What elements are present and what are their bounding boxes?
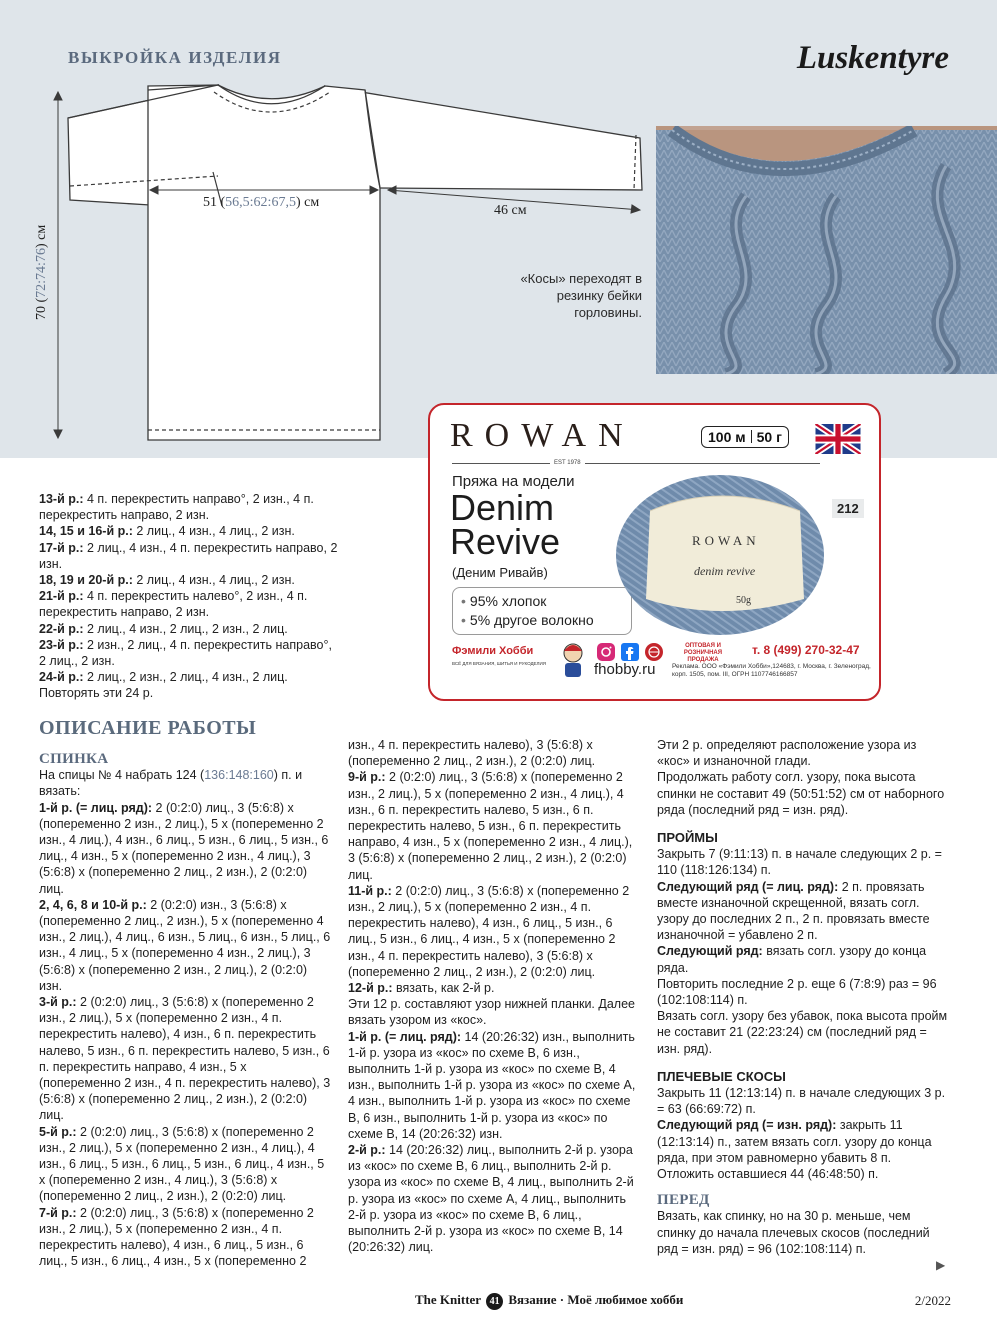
shade-number: 212 <box>832 499 864 518</box>
pattern-rows <box>39 491 339 702</box>
yarn-ball-image <box>610 471 832 639</box>
instruction-row: 7-й р.: 2 (0:2:0) лиц., 3 (5:6:8) х (попеременно 2 изн., 2 лиц.), 5 х (попеременно 2 изн., 4 п. перекрестить налево), 4 изн., 6 лиц., 5 изн., 6 лиц., 5 изн., 6 лиц., 4 изн., 5 х (попеременно 2 <box>39 1205 314 1269</box>
instruction-row: изн., 4 п. перекрестить налево), 3 (5:6:8) х (попеременно 2 лиц., 2 изн.), 2 (0:2:0) лиц. <box>348 738 596 769</box>
logo-divider <box>452 463 820 464</box>
web-icon <box>645 643 663 661</box>
back-heading: СПИНКА <box>39 751 109 767</box>
instagram-icon <box>597 643 615 661</box>
instruction-row: 9-й р.: 2 (0:2:0) лиц., 3 (5:6:8) х (попеременно 2 изн., 2 лиц.), 5 х (попеременно 2 изн., 4 лиц.), 4 изн., 6 п. перекрестить налево, 5 изн., 6 п. перекрестить налево, 5 изн., 6 п. перекрестить направо, 4 изн., 5 х (попеременно 2 изн., 4 лиц.), 3 (5:6:8) х (попеременно 2 лиц., 2 изн.), 2 (0:2:0) лиц. <box>348 770 633 882</box>
band-name: denim revive <box>694 564 756 578</box>
section-heading: ВЫКРОЙКА ИЗДЕЛИЯ <box>68 48 282 67</box>
band-weight: 50g <box>736 595 751 606</box>
instruction-row: 1-й р. (= лиц. ряд): 2 (0:2:0) лиц., 3 (5:6:8) х (попеременно 2 изн., 2 лиц.), 5 х (попеременно 2 изн., 4 лиц.), 4 изн., 6 лиц., 5 изн., 6 лиц., 5 изн., 6 лиц., 4 изн., 5 х (попеременно 2 изн., 4 лиц.), 3 (5:6:8) х (попеременно 2 лиц., 2 изн.), 2 (0:2:0) лиц. <box>39 800 329 896</box>
magazine-name: The Knitter <box>415 1292 481 1307</box>
paragraph: Вязать согл. узору без убавок, пока высота пройм не составит 21 (22:23:24) см (последний ряд = изн. ряд). <box>657 1009 948 1056</box>
width-dimension: 51 (56,5:62:67,5) см <box>203 195 320 210</box>
paragraph: Вязать, как спинку, но на 30 р. меньше, чем спинку до начала плечевых скосов (последний ряд = изн. ряд) = 96 (102:108:114) п. <box>657 1209 930 1256</box>
instruction-row: 2, 4, 6, 8 и 10-й р.: 2 (0:2:0) изн., 3 (5:6:8) х (попеременно 2 лиц., 2 изн.), 5 х (попеременно 4 изн., 2 лиц.), 4 лиц., 6 изн., 5 лиц., 6 изн., 5 лиц., 6 изн., 4 лиц., 5 х (попеременно 4 изн., 2 лиц.), 3 (5:6:8) х (попеременно 2 изн., 2 лиц.), 2 (0:2:0) изн. <box>39 897 331 993</box>
pattern-row: Повторять эти 24 р. <box>39 686 154 701</box>
shoulders-heading: ПЛЕЧЕВЫЕ СКОСЫ <box>657 1068 786 1084</box>
yarn-name-line1: Denim <box>450 487 555 528</box>
yarn-spec-badge <box>701 426 789 448</box>
rowan-logo: ROWAN <box>450 417 635 454</box>
paragraph: Эти 2 р. определяют расположение узора из «кос» и изнаночной глади. <box>657 738 917 769</box>
yarn-advertisement[interactable] <box>428 403 881 701</box>
shop-phone[interactable]: т. 8 (499) 270-32-47 <box>752 643 860 657</box>
uk-flag-icon <box>815 424 861 454</box>
pattern-row: 18, 19 и 20-й р.: 2 лиц., 4 изн., 4 лиц., 2 изн. <box>39 573 295 588</box>
instruction-row: 3-й р.: 2 (0:2:0) лиц., 3 (5:6:8) х (попеременно 2 изн., 2 лиц.), 5 х (попеременно 2 изн., 4 п. перекрестить налево), 4 изн., 6 п. перекрестить налево, 5 изн., 6 п. перекрестить налево, 5 изн., 6 п. перекрестить направо, 4 изн., 5 х (попеременно 2 изн., 4 п. перекрестить налево), 3 (5:6:8) х (попеременно 2 лиц., 2 изн.), 2 (0:2:0) лиц. <box>39 995 331 1123</box>
instruction-row: 11-й р.: 2 (0:2:0) лиц., 3 (5:6:8) х (попеременно 2 изн., 2 лиц.), 5 х (попеременно 2 изн., 4 п. перекрестить налево), 4 изн., 6 лиц., 5 изн., 6 лиц., 5 изн., 6 лиц., 4 изн., 5 х (попеременно 2 изн., 4 п. перекрестить налево), 3 (5:6:8) х (попеременно 2 лиц., 2 изн.), 2 (0:2:0) лиц. <box>348 883 630 979</box>
issue-number: 2/2022 <box>914 1293 951 1308</box>
paragraph: Следующий ряд (= лиц. ряд): 2 п. провязать вместе изнаночной скрещенной, вязать согл. узору до последних 2 п., 2 п. провязать вместе изнаночной = убавлено 2 п. <box>657 879 930 943</box>
shop-logo: Фэмили Хобби <box>452 645 534 657</box>
continue-arrow-icon: ▶ <box>936 1258 946 1272</box>
band-brand: ROWAN <box>692 533 760 548</box>
pattern-row: 24-й р.: 2 лиц., 2 изн., 2 лиц., 4 изн., 2 лиц. <box>39 670 288 685</box>
pattern-row: 13-й р.: 4 п. перекрестить направо°, 2 изн., 4 п. перекрестить направо, 2 изн. <box>39 492 314 523</box>
footer-magazine <box>415 1292 683 1310</box>
pattern-row: 14, 15 и 16-й р.: 2 лиц., 4 изн., 4 лиц., 2 изн. <box>39 524 295 539</box>
est-label: EST 1978 <box>550 460 585 466</box>
yarn-name-line2: Revive <box>450 521 561 562</box>
pattern-row: 17-й р.: 2 лиц., 4 изн., 4 п. перекрестить направо, 2 изн. <box>39 540 338 571</box>
length-dimension: 70 (72:74:76) см <box>34 224 49 320</box>
spec-length: 100 м <box>708 429 746 445</box>
paragraph: Следующий ряд: вязать согл. узору до конца ряда. <box>657 944 927 975</box>
ad-lead: Пряжа на модели <box>452 473 575 490</box>
shop-url[interactable]: fhobby.ru <box>594 661 656 678</box>
yarn-transliteration: (Деним Ривайв) <box>452 565 548 580</box>
yarn-name <box>450 487 561 562</box>
work-description-heading: ОПИСАНИЕ РАБОТЫ <box>39 717 257 739</box>
paragraph: Закрыть 11 (12:13:14) п. в начале следующих 3 р. = 63 (66:69:72) п. <box>657 1086 946 1117</box>
back-intro: На спицы № 4 набрать 124 (136:148:160) п. и вязать: <box>39 768 303 799</box>
instruction-row: 5-й р.: 2 (0:2:0) лиц., 3 (5:6:8) х (попеременно 2 изн., 2 лиц.), 5 х (попеременно 2 изн., 4 лиц.), 4 изн., 6 лиц., 5 изн., 6 лиц., 5 изн., 6 лиц., 4 изн., 5 х (попеременно 2 изн., 4 лиц.), 3 (5:6:8) х (попеременно 2 лиц., 2 изн.), 2 (0:2:0) лиц. <box>39 1124 325 1204</box>
photo-caption: «Косы» переходят в резинку бейки горловины. <box>520 271 642 320</box>
pattern-row: 21-й р.: 4 п. перекрестить налево°, 2 изн., 4 п. перекрестить направо, 2 изн. <box>39 589 308 620</box>
shop-wholesale: ОПТОВАЯ И РОЗНИЧНАЯ ПРОДАЖА <box>683 643 723 663</box>
sleeve-dimension: 46 см <box>494 203 527 218</box>
instruction-row: 1-й р. (= лиц. ряд): 14 (20:26:32) изн., выполнить 1-й р. узора из «кос» по схеме B, 6 изн., выполнить 1-й р. узора из «кос» по схеме B, 4 изн., выполнить 1-й р. узора из «кос» по схеме A, 4 изн., выполнить 1-й р. узора из «кос» по схеме B, 6 изн., выполнить 1-й р. узора из «кос» по схеме B, 14 (20:26:32) изн. <box>348 1029 636 1141</box>
instruction-row: 12-й р.: вязать, как 2-й р. <box>348 981 495 996</box>
page-number: 41 <box>486 1293 503 1310</box>
composition-other: 5% другое волокно <box>469 612 594 628</box>
pattern-row: 22-й р.: 2 лиц., 4 изн., 2 лиц., 2 изн., 2 лиц. <box>39 621 288 636</box>
column-2 <box>348 737 640 1256</box>
sweater-detail-photo <box>656 126 997 374</box>
column-1 <box>39 751 331 1270</box>
armholes-heading: ПРОЙМЫ <box>657 830 718 846</box>
shop-strip <box>430 637 881 701</box>
composition-cotton: 95% хлопок <box>469 593 547 609</box>
spec-weight: 50 г <box>756 429 782 445</box>
instruction-row: Эти 12 р. составляют узор нижней планки. Далее вязать узором из «кос». <box>348 997 635 1028</box>
yarn-composition: • 95% хлопок • 5% другое волокно <box>452 587 632 635</box>
paragraph: Закрыть 7 (9:11:13) п. в начале следующих 2 р. = 110 (118:126:134) п. <box>657 847 942 878</box>
shop-subtitle: ВСЁ ДЛЯ ВЯЗАНИЯ, ШИТЬЯ И РУКОДЕЛИЯ <box>452 661 546 666</box>
shop-legal: Реклама. ООО «Фэмили Хобби»,124683, г. Москва, г. Зеленоград, корп. 1505, пом. III, ОГРН 1107746166857 <box>672 663 871 678</box>
paragraph: Повторить последние 2 р. еще 6 (7:8:9) раз = 96 (102:108:114) п. <box>657 976 937 1008</box>
front-heading: ПЕРЕД <box>657 1192 710 1209</box>
instruction-row: 2-й р.: 14 (20:26:32) лиц., выполнить 2-й р. узора из «кос» по схеме B, 6 лиц., выполнить 2-й р. узора из «кос» по схеме B, 4 лиц., выполнить 2-й р. узора из «кос» по схеме A, 4 лиц., выполнить 2-й р. узора из «кос» по схеме B, 6 лиц., выполнить 2-й р. узора из «кос» по схеме B, 14 (20:26:32) лиц. <box>348 1143 634 1255</box>
facebook-icon <box>621 643 639 661</box>
pattern-title: Luskentyre <box>796 40 949 76</box>
paragraph: Следующий ряд (= изн. ряд): закрыть 11 (12:13:14) п., затем вязать согл. узору до конца ряда, при этом равномерно убавить 8 п. Отложить оставшиеся 44 (46:48:50) п. <box>657 1118 932 1182</box>
sweater-schematic <box>0 0 660 450</box>
column-3 <box>657 737 949 1257</box>
mascot-icon <box>556 641 590 681</box>
paragraph: Продолжать работу согл. узору, пока высота спинки не составит 49 (50:51:52) см от наборного ряда (последний ряд = изн. ряд). <box>657 770 945 817</box>
magazine-tagline: Вязание · Моё любимое хобби <box>508 1292 684 1307</box>
pattern-row: 23-й р.: 2 изн., 2 лиц., 4 п. перекрестить направо°, 2 лиц., 2 изн. <box>39 637 332 669</box>
